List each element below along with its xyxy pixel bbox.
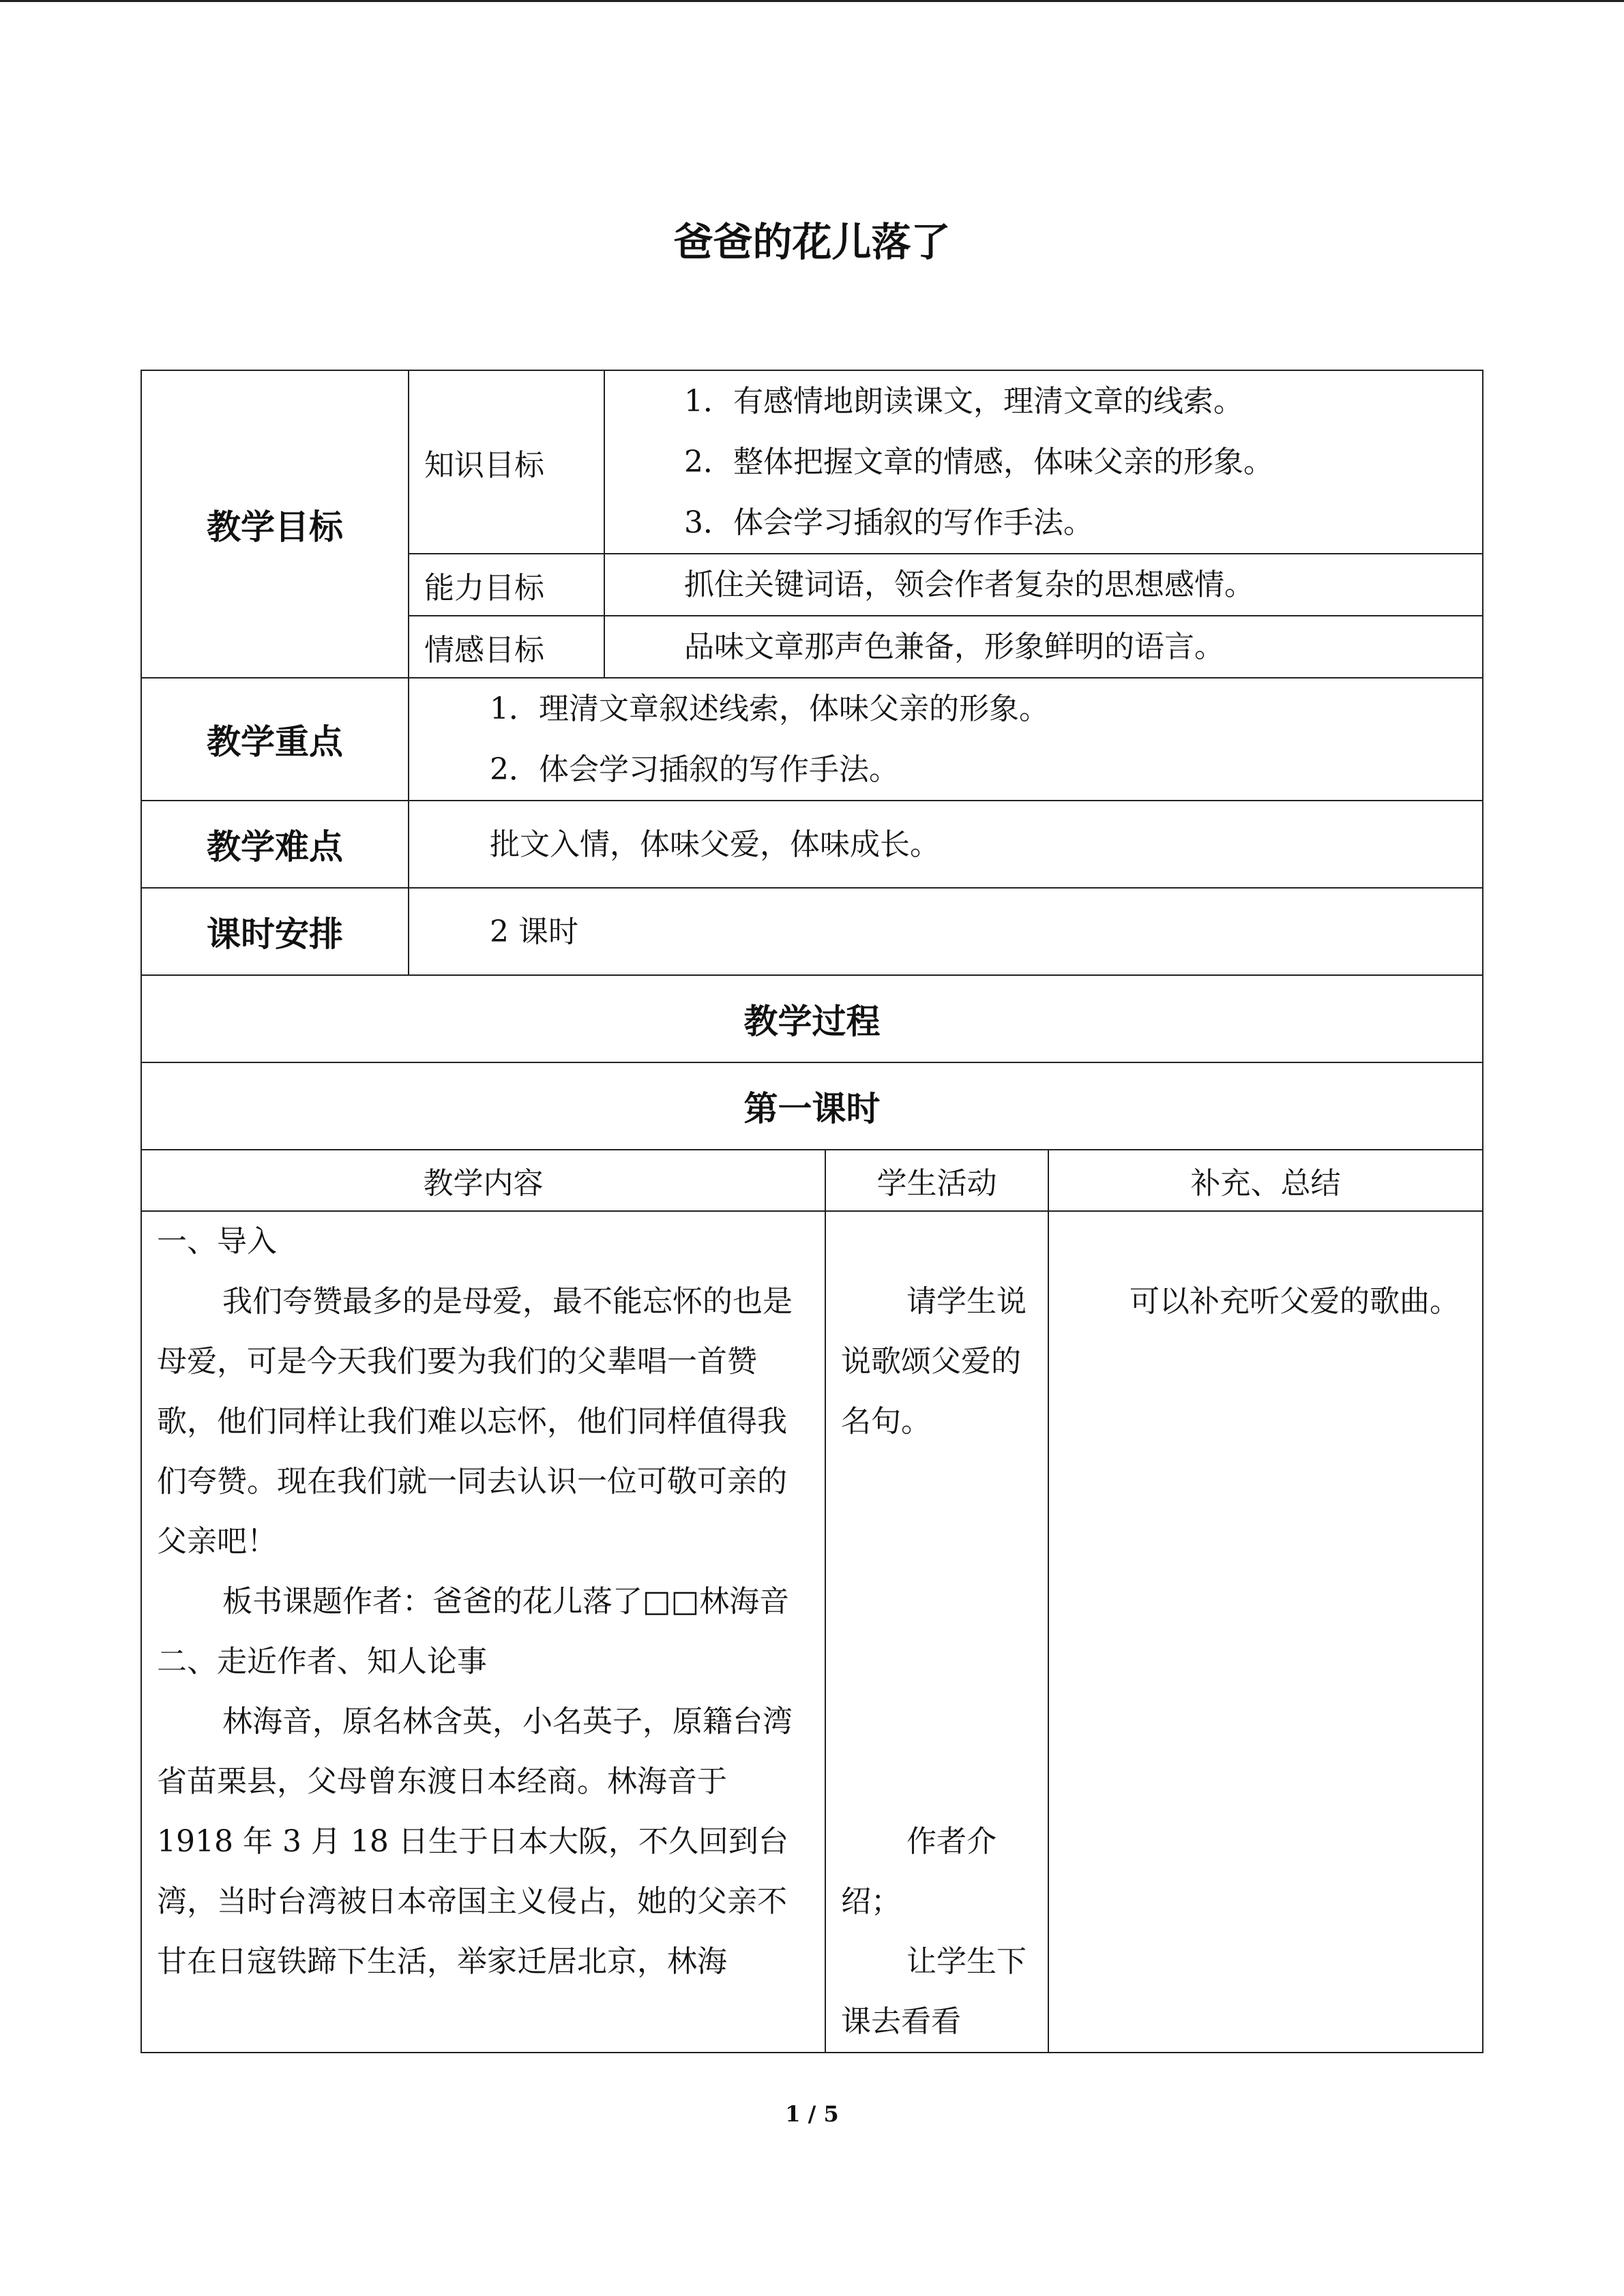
document-title: 爸爸的花儿落了 [673,219,951,265]
schedule-label: 课时安排 [141,888,409,975]
ability-objective-text: 抓住关键词语，领会作者复杂的思想感情。 [604,554,1483,616]
difficulties-text: 批文入情，体味父爱，体味成长。 [409,801,1483,888]
lesson-plan-table [141,370,1483,2053]
activity-paragraph: 让学生下课去看看 [841,1944,1027,2039]
activity-paragraph: 作者介绍； [841,1824,996,1919]
key-point-item: 1．理清文章叙述线索，体味父亲的形象。 [490,691,1049,726]
column-header-supplement: 补充、总结 [1048,1150,1483,1211]
emotion-objective-label: 情感目标 [409,616,604,678]
objective-item: 1．有感情地朗读课文，理清文章的线索。 [684,384,1243,419]
column-header-content: 教学内容 [141,1150,825,1211]
lesson-heading: 第一课时 [141,1062,1483,1150]
page-number: 1 / 5 [785,2101,839,2127]
key-points-label: 教学重点 [141,678,409,801]
key-point-item: 2．体会学习插叙的写作手法。 [490,752,899,787]
student-activity-cell [825,1211,1048,2053]
content-paragraph: 我们夸赞最多的是母爱，最不能忘怀的也是母爱，可是今天我们要为我们的父辈唱一首赞歌，他们同样让我们难以忘怀，他们同样值得我们夸赞。现在我们就一同去认识一位可敬可亲的父亲吧！ [157,1284,793,1559]
content-paragraph: 二、走近作者、知人论事 [157,1644,487,1679]
knowledge-objective-label: 知识目标 [409,370,604,554]
emotion-objective-text: 品味文章那声色兼备，形象鲜明的语言。 [604,616,1483,678]
knowledge-objective-items [604,370,1483,554]
top-border-line [0,0,1624,2]
activity-paragraph: 请学生说说歌颂父爱的名句。 [841,1284,1027,1439]
content-paragraph: 林海音，原名林含英，小名英子，原籍台湾省苗栗县，父母曾东渡日本经商。林海音于 1918 年 3 月 18 日生于日本大阪，不久回到台湾，当时台湾被日本帝国主义侵占，她的父亲不甘在日寇铁蹄下生活，举家迁居北京，林海 [157,1704,793,1979]
supplement-cell [1048,1211,1483,2053]
process-heading: 教学过程 [141,975,1483,1062]
supplement-paragraph: 可以补充听父爱的歌曲。 [1130,1284,1460,1319]
objectives-label: 教学目标 [141,370,409,678]
objective-item: 2．整体把握文章的情感，体味父亲的形象。 [684,445,1273,479]
key-points-items [409,678,1483,801]
content-paragraph: 板书课题作者：爸爸的花儿落了□□林海音 [222,1584,790,1619]
column-header-activity: 学生活动 [825,1150,1048,1211]
objective-item: 3．体会学习插叙的写作手法。 [684,505,1093,540]
ability-objective-label: 能力目标 [409,554,604,616]
content-paragraph: 一、导入 [157,1224,277,1259]
difficulties-label: 教学难点 [141,801,409,888]
schedule-text: 2 课时 [409,888,1483,975]
teaching-content-cell [141,1211,825,2053]
